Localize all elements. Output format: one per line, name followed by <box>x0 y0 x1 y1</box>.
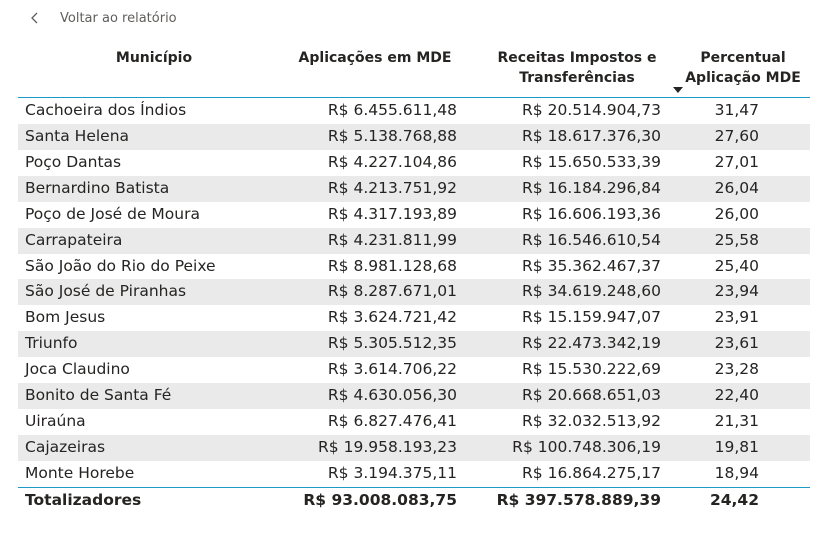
cell-municipio: Cajazeiras <box>25 437 106 456</box>
cell-percentual: 23,28 <box>714 360 759 379</box>
cell-receitas: R$ 15.159.947,07 <box>522 308 661 327</box>
column-header-percentual[interactable]: Percentual Aplicação MDE <box>685 50 801 86</box>
back-to-report-link[interactable] <box>30 8 177 28</box>
cell-percentual: 26,04 <box>714 178 759 197</box>
chevron-left-icon <box>30 11 40 25</box>
table-row[interactable] <box>18 124 810 150</box>
cell-percentual: 26,00 <box>714 204 759 223</box>
cell-aplicacoes: R$ 19.958.193,23 <box>318 437 457 456</box>
cell-receitas: R$ 35.362.467,37 <box>522 256 661 275</box>
cell-receitas: R$ 15.530.222,69 <box>522 360 661 379</box>
cell-aplicacoes: R$ 4.317.193,89 <box>327 204 457 223</box>
sort-descending-icon[interactable] <box>673 87 683 93</box>
cell-percentual: 23,91 <box>714 308 759 327</box>
cell-municipio: Poço de José de Moura <box>25 204 200 223</box>
table-row[interactable] <box>18 254 810 280</box>
table-row[interactable] <box>18 383 810 409</box>
cell-receitas: R$ 16.184.296,84 <box>522 178 661 197</box>
cell-municipio: Triunfo <box>25 334 78 353</box>
cell-percentual: 31,47 <box>714 101 759 119</box>
table-row[interactable] <box>18 409 810 435</box>
cell-municipio: Bonito de Santa Fé <box>25 386 172 405</box>
cell-municipio: Cachoeira dos Índios <box>25 101 187 119</box>
table-header <box>18 44 810 98</box>
table-row[interactable] <box>18 435 810 461</box>
cell-aplicacoes: R$ 8.981.128,68 <box>327 256 457 275</box>
cell-aplicacoes: R$ 8.287.671,01 <box>327 282 457 301</box>
cell-percentual: 22,40 <box>714 386 759 405</box>
cell-percentual: 21,31 <box>714 412 759 431</box>
cell-percentual: 19,81 <box>714 437 759 456</box>
cell-aplicacoes: R$ 3.194.375,11 <box>327 463 457 482</box>
column-header-receitas[interactable]: Receitas Impostos e Transferências <box>497 50 657 86</box>
cell-municipio: Carrapateira <box>25 230 123 249</box>
cell-receitas: R$ 22.473.342,19 <box>522 334 661 353</box>
totals-receitas: R$ 397.578.889,39 <box>496 490 661 509</box>
totals-percentual: 24,42 <box>709 490 759 509</box>
cell-municipio: Monte Horebe <box>25 463 135 482</box>
municipios-table <box>18 44 810 515</box>
cell-aplicacoes: R$ 4.227.104,86 <box>327 152 457 171</box>
cell-aplicacoes: R$ 3.624.721,42 <box>327 308 457 327</box>
totals-row <box>18 487 810 515</box>
cell-municipio: São João do Rio do Peixe <box>25 256 216 275</box>
cell-municipio: Bom Jesus <box>25 308 106 327</box>
cell-municipio: São José de Piranhas <box>25 282 187 301</box>
table-row[interactable] <box>18 331 810 357</box>
cell-percentual: 25,58 <box>714 230 759 249</box>
cell-percentual: 23,94 <box>714 282 759 301</box>
cell-aplicacoes: R$ 6.827.476,41 <box>327 412 457 431</box>
cell-aplicacoes: R$ 3.614.706,22 <box>327 360 457 379</box>
cell-percentual: 18,94 <box>714 463 759 482</box>
cell-percentual: 25,40 <box>714 256 759 275</box>
cell-municipio: Joca Claudino <box>25 360 130 379</box>
table-row[interactable] <box>18 461 810 487</box>
table-row[interactable] <box>18 357 810 383</box>
table-row[interactable] <box>18 150 810 176</box>
cell-aplicacoes: R$ 4.213.751,92 <box>327 178 457 197</box>
table-row[interactable] <box>18 176 810 202</box>
table-row[interactable] <box>18 98 810 124</box>
table-row[interactable] <box>18 228 810 254</box>
table-row[interactable] <box>18 279 810 305</box>
cell-percentual: 27,01 <box>714 152 759 171</box>
cell-receitas: R$ 15.650.533,39 <box>522 152 661 171</box>
back-label: Voltar ao relatório <box>60 10 177 26</box>
cell-percentual: 23,61 <box>714 334 759 353</box>
column-header-aplicacoes[interactable]: Aplicações em MDE <box>298 50 452 66</box>
cell-aplicacoes: R$ 4.231.811,99 <box>327 230 457 249</box>
totals-aplicacoes: R$ 93.008.083,75 <box>303 490 457 509</box>
cell-receitas: R$ 34.619.248,60 <box>522 282 661 301</box>
cell-receitas: R$ 18.617.376,30 <box>522 126 661 145</box>
cell-aplicacoes: R$ 5.138.768,88 <box>327 126 457 145</box>
table-row[interactable] <box>18 202 810 228</box>
column-header-municipio[interactable]: Município <box>115 50 193 66</box>
cell-receitas: R$ 16.606.193,36 <box>522 204 661 223</box>
cell-receitas: R$ 16.546.610,54 <box>522 230 661 249</box>
cell-municipio: Santa Helena <box>25 126 130 145</box>
cell-aplicacoes: R$ 6.455.611,48 <box>327 101 457 119</box>
cell-aplicacoes: R$ 5.305.512,35 <box>327 334 457 353</box>
cell-receitas: R$ 100.748.306,19 <box>512 437 661 456</box>
cell-municipio: Poço Dantas <box>25 152 122 171</box>
cell-municipio: Bernardino Batista <box>25 178 170 197</box>
cell-percentual: 27,60 <box>714 126 759 145</box>
cell-aplicacoes: R$ 4.630.056,30 <box>327 386 457 405</box>
table-body <box>18 98 810 487</box>
cell-municipio: Uiraúna <box>25 412 86 431</box>
cell-receitas: R$ 16.864.275,17 <box>522 463 661 482</box>
cell-receitas: R$ 20.514.904,73 <box>522 101 661 119</box>
cell-receitas: R$ 20.668.651,03 <box>522 386 661 405</box>
totals-label: Totalizadores <box>25 490 142 509</box>
table-row[interactable] <box>18 305 810 331</box>
cell-receitas: R$ 32.032.513,92 <box>522 412 661 431</box>
